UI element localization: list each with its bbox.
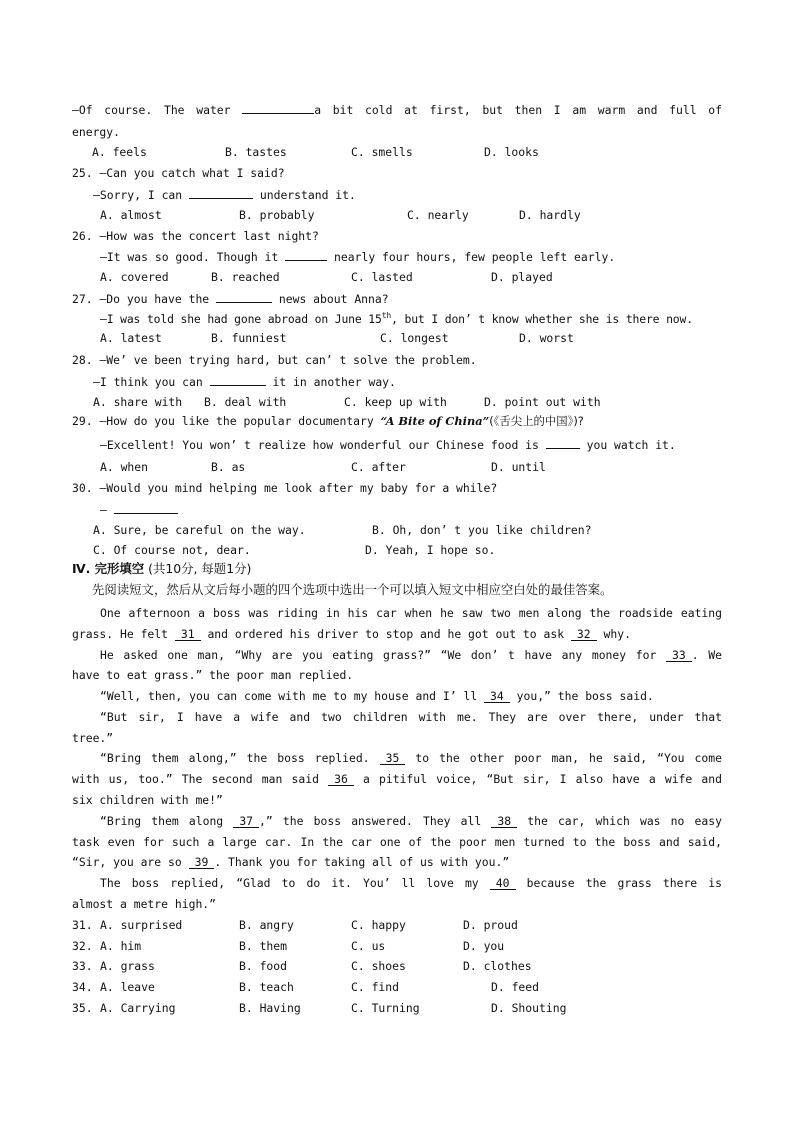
passage-line: task even for such a large car. In the car one of the poor men turned to the boss and said,	[72, 835, 722, 849]
q26-blank[interactable]	[285, 249, 327, 261]
blank-32[interactable]: 32	[571, 628, 597, 641]
q29-question-text-2: (《舌尖上的中国》)?	[489, 414, 584, 428]
passage-text: “Bring them along	[100, 814, 234, 828]
q24-blank[interactable]	[242, 102, 314, 114]
q27-question	[72, 291, 389, 306]
q28-answer-text: —I think you can	[93, 375, 210, 389]
q24-reply-text: —Of course. The water	[72, 103, 243, 117]
q29-answer-text-2: you watch it.	[579, 438, 676, 452]
passage-text: ,” the boss answered. They all	[259, 814, 492, 828]
q25-question-text: —Can you catch what I said?	[99, 166, 285, 180]
q33-number: 33.	[72, 959, 93, 973]
q34-option-d[interactable]: D. feed	[491, 980, 540, 994]
q30-option-b[interactable]: B. Oh, don’ t you like children?	[372, 523, 592, 537]
q31-number: 31.	[72, 918, 93, 932]
q27-question-text-2: news about Anna?	[272, 292, 389, 306]
blank-36[interactable]: 36	[328, 773, 354, 786]
q30-question	[72, 481, 497, 495]
q28-option-a[interactable]: A. share with	[93, 395, 183, 409]
q27-number: 27.	[72, 292, 93, 306]
q31-option-c[interactable]: C. happy	[351, 918, 406, 932]
q28-question-text: —We’ ve been trying hard, but can’ t solve the problem.	[99, 353, 477, 367]
q29-question-text: —How do you like the popular documentary	[99, 414, 381, 428]
q24-option-a[interactable]: A. feels	[92, 145, 147, 159]
q31-option-a[interactable]: A. surprised	[100, 918, 183, 932]
q25-answer-text: —Sorry, I can	[93, 188, 190, 202]
section-heading	[72, 561, 251, 576]
q25-option-d[interactable]: D. hardly	[519, 208, 581, 222]
q30-option-d[interactable]: D. Yeah, I hope so.	[365, 543, 496, 557]
q28-blank[interactable]	[210, 374, 266, 386]
q27-option-c[interactable]: C. longest	[380, 331, 449, 345]
q28-option-c[interactable]: C. keep up with	[344, 395, 447, 409]
passage-text: and ordered his driver to stop and he got out to ask	[200, 627, 571, 641]
q27-option-a[interactable]: A. latest	[100, 331, 162, 345]
q29-question	[72, 414, 584, 428]
q27-answer-text-2: , but I don’ t know whether she is there now.	[391, 312, 693, 326]
q35-number: 35.	[72, 1001, 93, 1015]
passage-line	[100, 689, 654, 703]
passage-text: “Bring them along,” the boss replied.	[100, 751, 380, 765]
q29-answer-text: —Excellent! You won’ t realize how wonderful our Chinese food is	[100, 438, 546, 452]
blank-35[interactable]: 35	[380, 752, 406, 765]
q28-number: 28.	[72, 353, 93, 367]
q25-option-c[interactable]: C. nearly	[407, 208, 469, 222]
blank-39[interactable]: 39	[189, 856, 215, 869]
q33-option-c[interactable]: C. shoes	[351, 959, 406, 973]
passage-line	[100, 814, 722, 828]
q25-answer	[93, 187, 356, 202]
q27-answer-text: —I was told she had gone abroad on June 15	[100, 312, 382, 326]
passage-text: He asked one man, “Why are you eating grass?” “We don’ t have any money for	[100, 648, 667, 662]
q24-reply-line	[72, 102, 722, 117]
q27-blank[interactable]	[216, 291, 272, 303]
q25-blank[interactable]	[189, 187, 253, 199]
q34-number: 34.	[72, 980, 93, 994]
q29-option-b[interactable]: B. as	[211, 460, 246, 474]
q28-option-d[interactable]: D. point out with	[484, 395, 601, 409]
q29-blank[interactable]	[546, 437, 580, 449]
passage-line: almost a metre high.”	[72, 897, 217, 911]
q27-answer	[100, 312, 693, 326]
q33-option-d[interactable]: D. clothes	[463, 959, 532, 973]
q25-option-a[interactable]: A. almost	[100, 208, 162, 222]
passage-line: One afternoon a boss was riding in his car when he saw two men along the roadside eating	[100, 606, 722, 620]
q25-number: 25.	[72, 166, 93, 180]
section-detail: (共10分, 每题1分)	[148, 561, 252, 576]
blank-31[interactable]: 31	[175, 628, 201, 641]
q26-answer	[100, 249, 615, 264]
q32-number: 32.	[72, 939, 93, 953]
q30-number: 30.	[72, 481, 93, 495]
q33-option-a[interactable]: A. grass	[100, 959, 155, 973]
q25-answer-text-2: understand it.	[253, 188, 356, 202]
passage-text: “Sir, you are so	[72, 855, 189, 869]
q26-option-d[interactable]: D. played	[491, 270, 553, 284]
q32-option-a[interactable]: A. him	[100, 939, 142, 953]
q30-option-a[interactable]: A. Sure, be careful on the way.	[93, 523, 306, 537]
passage-text: a pitiful voice, “But sir, I also have a wife and	[353, 772, 722, 786]
q24-reply-text-2: a bit cold at first, but then I am warm and full of	[314, 103, 722, 117]
q30-answer-dash: —	[100, 503, 107, 517]
q28-option-b[interactable]: B. deal with	[204, 395, 287, 409]
passage-line: six children with me!”	[72, 793, 223, 807]
q26-option-a[interactable]: A. covered	[100, 270, 169, 284]
q33-option-b[interactable]: B. food	[239, 959, 288, 973]
blank-38[interactable]: 38	[491, 815, 517, 828]
passage-line	[100, 876, 722, 890]
q30-question-text: —Would you mind helping me look after my baby for a while?	[99, 481, 498, 495]
q31-option-b[interactable]: B. angry	[239, 918, 294, 932]
q30-answer	[100, 502, 178, 517]
q30-blank[interactable]	[114, 502, 178, 514]
passage-line	[72, 772, 722, 786]
q35-option-d[interactable]: D. Shouting	[491, 1001, 567, 1015]
q25-question	[72, 166, 285, 180]
q27-question-text: —Do you have the	[99, 292, 217, 306]
passage-text: you,” the boss said.	[509, 689, 654, 703]
q29-option-d[interactable]: D. until	[491, 460, 546, 474]
q26-question	[72, 229, 319, 243]
passage-line: have to eat grass.” the poor man replied.	[72, 668, 354, 682]
q32-option-c[interactable]: C. us	[351, 939, 386, 953]
q29-option-c[interactable]: C. after	[351, 460, 406, 474]
passage-text: why.	[596, 627, 631, 641]
q32-option-b[interactable]: B. them	[239, 939, 288, 953]
q29-answer	[100, 437, 676, 452]
q24-reply-cont: energy.	[72, 125, 121, 139]
q24-option-d[interactable]: D. looks	[484, 145, 539, 159]
q26-answer-text-2: nearly four hours, few people left early.	[327, 250, 616, 264]
passage-text: . We	[691, 648, 722, 662]
q35-option-a[interactable]: A. Carrying	[100, 1001, 176, 1015]
q32-option-d[interactable]: D. you	[463, 939, 505, 953]
q24-option-c[interactable]: C. smells	[351, 145, 413, 159]
q26-answer-text: —It was so good. Though it	[100, 250, 286, 264]
passage-text: “Well, then, you can come with me to my house and I’ ll	[100, 689, 485, 703]
passage-line	[72, 855, 509, 869]
passage-text: grass. He felt	[72, 627, 175, 641]
q27-ordinal-suffix: th	[381, 311, 392, 320]
passage-text: The boss replied, “Glad to do it. You’ ll love my	[100, 876, 490, 890]
passage-line	[72, 627, 631, 641]
passage-line: “But sir, I have a wife and two children with me. They are over there, under that	[100, 710, 722, 724]
passage-text: the car, which was no easy	[517, 814, 722, 828]
q26-option-c[interactable]: C. lasted	[351, 270, 413, 284]
blank-37[interactable]: 37	[233, 815, 259, 828]
q35-option-c[interactable]: C. Turning	[351, 1001, 420, 1015]
blank-33[interactable]: 33	[666, 649, 692, 662]
q29-option-a[interactable]: A. when	[100, 460, 149, 474]
q34-option-a[interactable]: A. leave	[100, 980, 155, 994]
q25-option-b[interactable]: B. probably	[239, 208, 315, 222]
q24-option-b[interactable]: B. tastes	[225, 145, 287, 159]
passage-text: with us, too.” The second man said	[72, 772, 329, 786]
section-instruction: 先阅读短文，然后从文后每小题的四个选项中选出一个可以填入短文中相应空白处的最佳答案。	[92, 582, 613, 597]
q35-option-b[interactable]: B. Having	[239, 1001, 301, 1015]
passage-line: tree.”	[72, 731, 114, 745]
q31-option-d[interactable]: D. proud	[463, 918, 518, 932]
q28-answer	[93, 374, 396, 389]
passage-text: because the grass there is	[515, 876, 722, 890]
section-label: Ⅳ. 完形填空	[72, 561, 145, 576]
q27-option-d[interactable]: D. worst	[519, 331, 574, 345]
blank-40[interactable]: 40	[490, 877, 516, 890]
q34-option-b[interactable]: B. teach	[239, 980, 294, 994]
q29-documentary-title: “A Bite of China”	[380, 414, 490, 428]
blank-34[interactable]: 34	[484, 690, 510, 703]
q30-option-c[interactable]: C. Of course not, dear.	[93, 543, 251, 557]
q28-answer-text-2: it in another way.	[265, 375, 396, 389]
q26-option-b[interactable]: B. reached	[211, 270, 280, 284]
q29-number: 29.	[72, 414, 93, 428]
q26-number: 26.	[72, 229, 93, 243]
passage-line	[100, 648, 722, 662]
passage-line	[100, 751, 722, 765]
q27-option-b[interactable]: B. funniest	[211, 331, 287, 345]
q34-option-c[interactable]: C. find	[351, 980, 400, 994]
q28-question	[72, 353, 477, 367]
q26-question-text: —How was the concert last night?	[99, 229, 319, 243]
passage-text: . Thank you for taking all of us with you.”	[214, 855, 510, 869]
passage-text: to the other poor man, he said, “You come	[405, 751, 722, 765]
